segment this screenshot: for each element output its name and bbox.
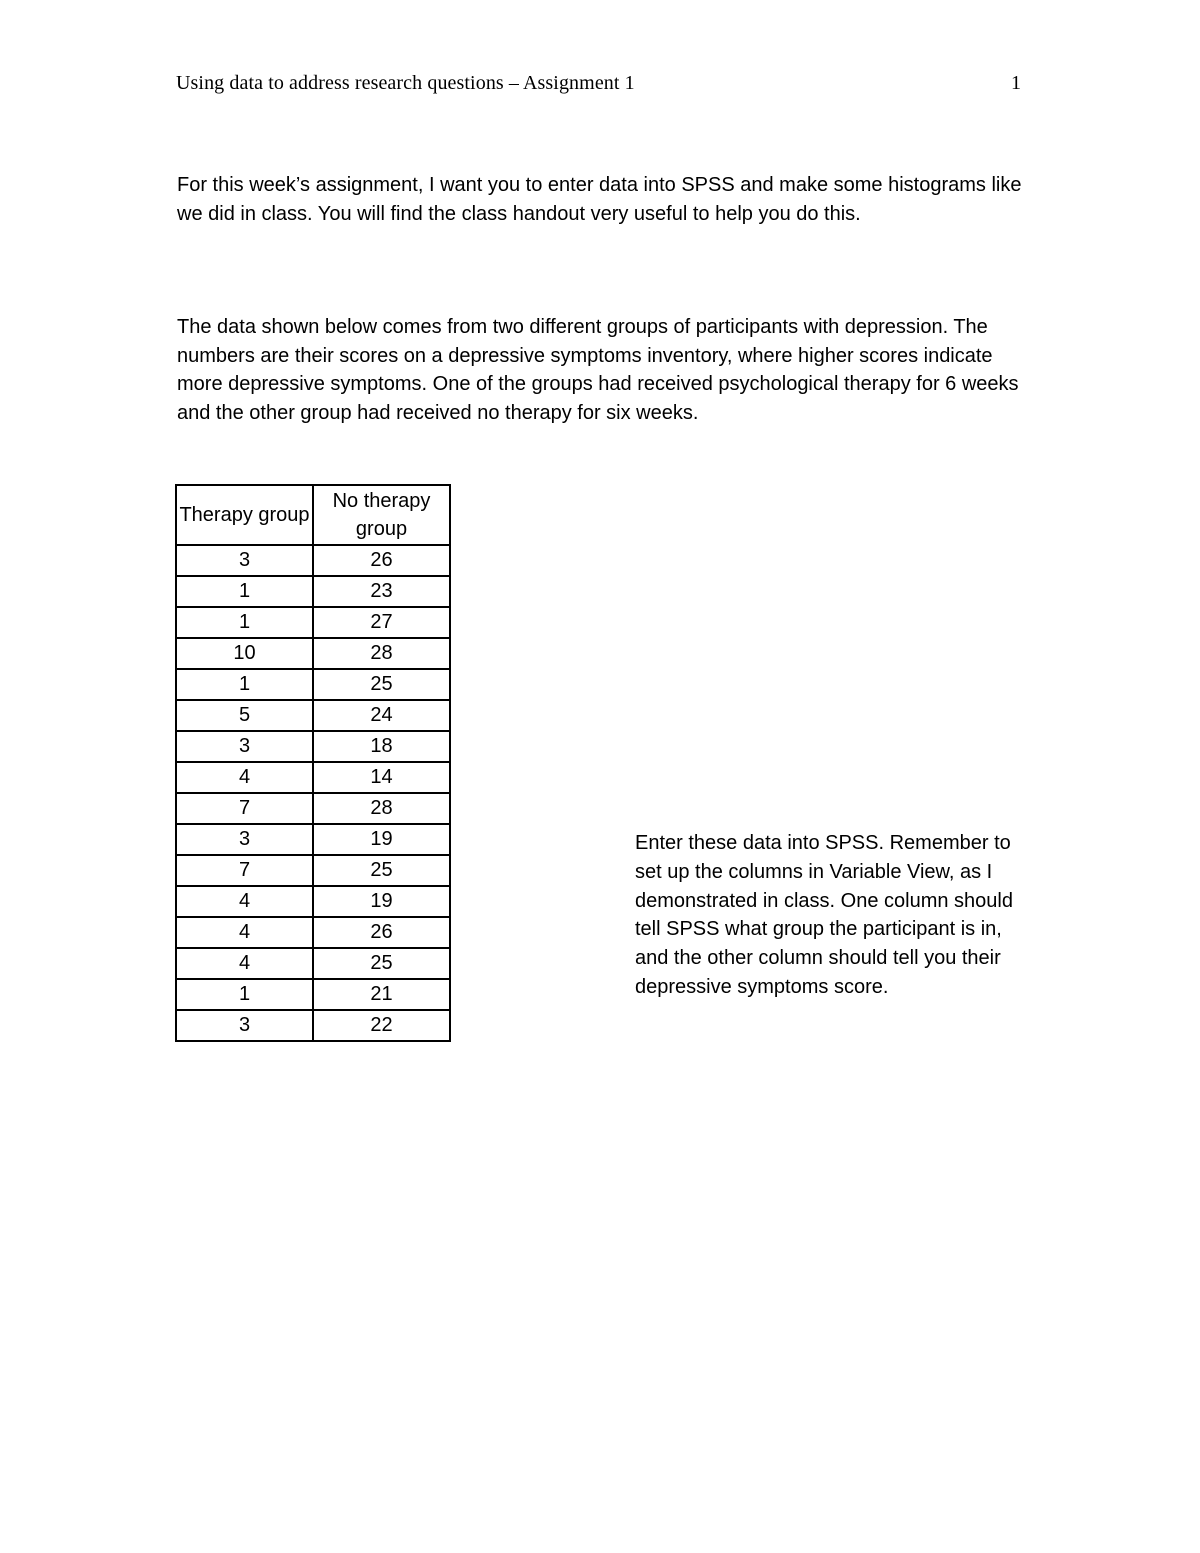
table-cell: 19 (313, 824, 450, 855)
instructions-side-note: Enter these data into SPSS. Remember to set up the columns in Variable View, as I demonstrated in class. One column should tell SPSS what group the participant is in, and the other column should tell you their depressive symptoms score. (635, 832, 1013, 998)
page-number: 1 (1011, 72, 1021, 94)
table-cell: 1 (176, 979, 313, 1010)
table-cell: 24 (313, 700, 450, 731)
table-cell: 4 (176, 948, 313, 979)
table-cell: 3 (176, 1010, 313, 1041)
table-row (176, 607, 450, 638)
table-row (176, 824, 450, 855)
table-row (176, 793, 450, 824)
table-cell: 1 (176, 669, 313, 700)
table-cell: 27 (313, 607, 450, 638)
table-row (176, 638, 450, 669)
scores-table (175, 484, 451, 1042)
assignment-intro-paragraph: For this week’s assignment, I want you to enter data into SPSS and make some histograms like we did in class. You will find the class handout very useful to help you do this. (177, 174, 1022, 225)
table-cell: 7 (176, 855, 313, 886)
table-cell: 28 (313, 793, 450, 824)
table-cell: 3 (176, 731, 313, 762)
table-cell: 25 (313, 855, 450, 886)
table-row (176, 886, 450, 917)
table-row (176, 855, 450, 886)
table-cell: 25 (313, 669, 450, 700)
table-row (176, 731, 450, 762)
table-row (176, 545, 450, 576)
page-header-title: Using data to address research questions – Assignment 1 (176, 72, 635, 94)
table-row (176, 576, 450, 607)
table-row (176, 979, 450, 1010)
table-row (176, 700, 450, 731)
table-header-row (176, 485, 450, 545)
table-cell: 1 (176, 607, 313, 638)
table-cell: 3 (176, 824, 313, 855)
column-header-therapy: Therapy group (176, 485, 313, 545)
table-cell: 18 (313, 731, 450, 762)
table-cell: 28 (313, 638, 450, 669)
table-cell: 1 (176, 576, 313, 607)
table-row (176, 917, 450, 948)
table-cell: 14 (313, 762, 450, 793)
table-cell: 21 (313, 979, 450, 1010)
table-cell: 26 (313, 917, 450, 948)
table-row (176, 762, 450, 793)
table-cell: 25 (313, 948, 450, 979)
table-row (176, 1010, 450, 1041)
table-cell: 5 (176, 700, 313, 731)
table-cell: 26 (313, 545, 450, 576)
table-cell: 23 (313, 576, 450, 607)
data-description-paragraph: The data shown below comes from two different groups of participants with depression. The numbers are their scores on a depressive symptoms inventory, where higher scores indicate more depressive symptoms. One of the groups had received psychological therapy for 6 weeks and the other group had received no therapy for six weeks. (177, 316, 1019, 425)
column-header-no-therapy: No therapy group (313, 485, 450, 545)
table-cell: 7 (176, 793, 313, 824)
table-cell: 4 (176, 762, 313, 793)
table-cell: 4 (176, 917, 313, 948)
table-row (176, 669, 450, 700)
table-cell: 3 (176, 545, 313, 576)
table-cell: 19 (313, 886, 450, 917)
table-cell: 10 (176, 638, 313, 669)
table-cell: 22 (313, 1010, 450, 1041)
table-row (176, 948, 450, 979)
table-cell: 4 (176, 886, 313, 917)
